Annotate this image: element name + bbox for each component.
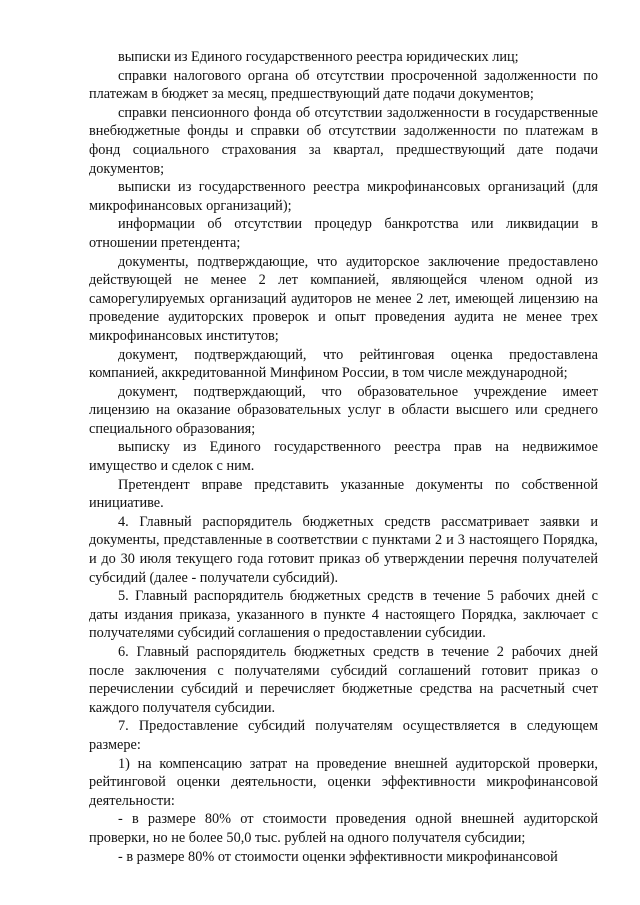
paragraph-16: - в размере 80% от стоимости проведения одной внешней аудиторской проверки, но не более 50,0 тыс. рублей на одного получателя субсидии; (89, 811, 598, 846)
paragraph-6: документы, подтверждающие, что аудиторское заключение предоставлено действующей не менее 2 лет компанией, являющейся членом одной из саморегулируемых организаций аудиторов не менее 2 лет, имеющей лицензию на проведение аудиторских проверок и опыт проведения аудита не менее трех микрофинансовых институтов; (89, 253, 598, 344)
paragraph-12: 5. Главный распорядитель бюджетных средств в течение 5 рабочих дней с даты издания приказа, указанного в пункте 4 настоящего Порядка, заключает с получателями субсидий соглашения о предоставлении субсидии. (89, 588, 598, 642)
paragraph-8: документ, подтверждающий, что образовательное учреждение имеет лицензию на оказание образовательных услуг в области высшего или среднего специального образования; (89, 383, 598, 437)
paragraph-17: - в размере 80% от стоимости оценки эффективности микрофинансовой (118, 848, 558, 865)
paragraph-5: информации об отсутствии процедур банкротства или ликвидации в отношении претендента; (89, 216, 598, 251)
document-body (89, 48, 598, 866)
paragraph-4: выписки из государственного реестра микрофинансовых организаций (для микрофинансовых организаций); (89, 179, 598, 214)
paragraph-1: выписки из Единого государственного реестра юридических лиц; (118, 49, 519, 65)
paragraph-11: 4. Главный распорядитель бюджетных средств рассматривает заявки и документы, представленные в соответствии с пунктами 2 и 3 настоящего Порядка, и до 30 июля текущего года готовит приказ об утверждении перечня получателей субсидий (далее - получатели субсидий). (89, 513, 598, 586)
paragraph-2: справки налогового органа об отсутствии просроченной задолженности по платежам в бюджет за месяц, предшествующий дате подачи документов; (89, 67, 598, 103)
paragraph-14: 7. Предоставление субсидий получателям осуществляется в следующем размере: (89, 718, 598, 753)
paragraph-7: документ, подтверждающий, что рейтинговая оценка предоставлена компанией, аккредитованной Минфином России, в том числе международной; (89, 346, 598, 382)
paragraph-13: 6. Главный распорядитель бюджетных средств в течение 2 рабочих дней после заключения с получателями субсидий соглашений готовит приказ о перечислении субсидий и перечисляет бюджетные средства на расчетный счет каждого получателя субсидии. (89, 644, 598, 716)
paragraph-3: справки пенсионного фонда об отсутствии задолженности в государственные внебюджетные фонды и справки об отсутствии задолженности по платежам в фонд социального страхования за квартал, предшествующий дате подачи документов; (89, 104, 598, 177)
paragraph-15: 1) на компенсацию затрат на проведение внешней аудиторской проверки, рейтинговой оценки деятельности, оценки эффективности микрофинансовой деятельности: (89, 755, 598, 809)
paragraph-10: Претендент вправе представить указанные документы по собственной инициативе. (89, 476, 598, 512)
paragraph-9: выписку из Единого государственного реестра прав на недвижимое имущество и сделок с ним. (89, 439, 598, 475)
